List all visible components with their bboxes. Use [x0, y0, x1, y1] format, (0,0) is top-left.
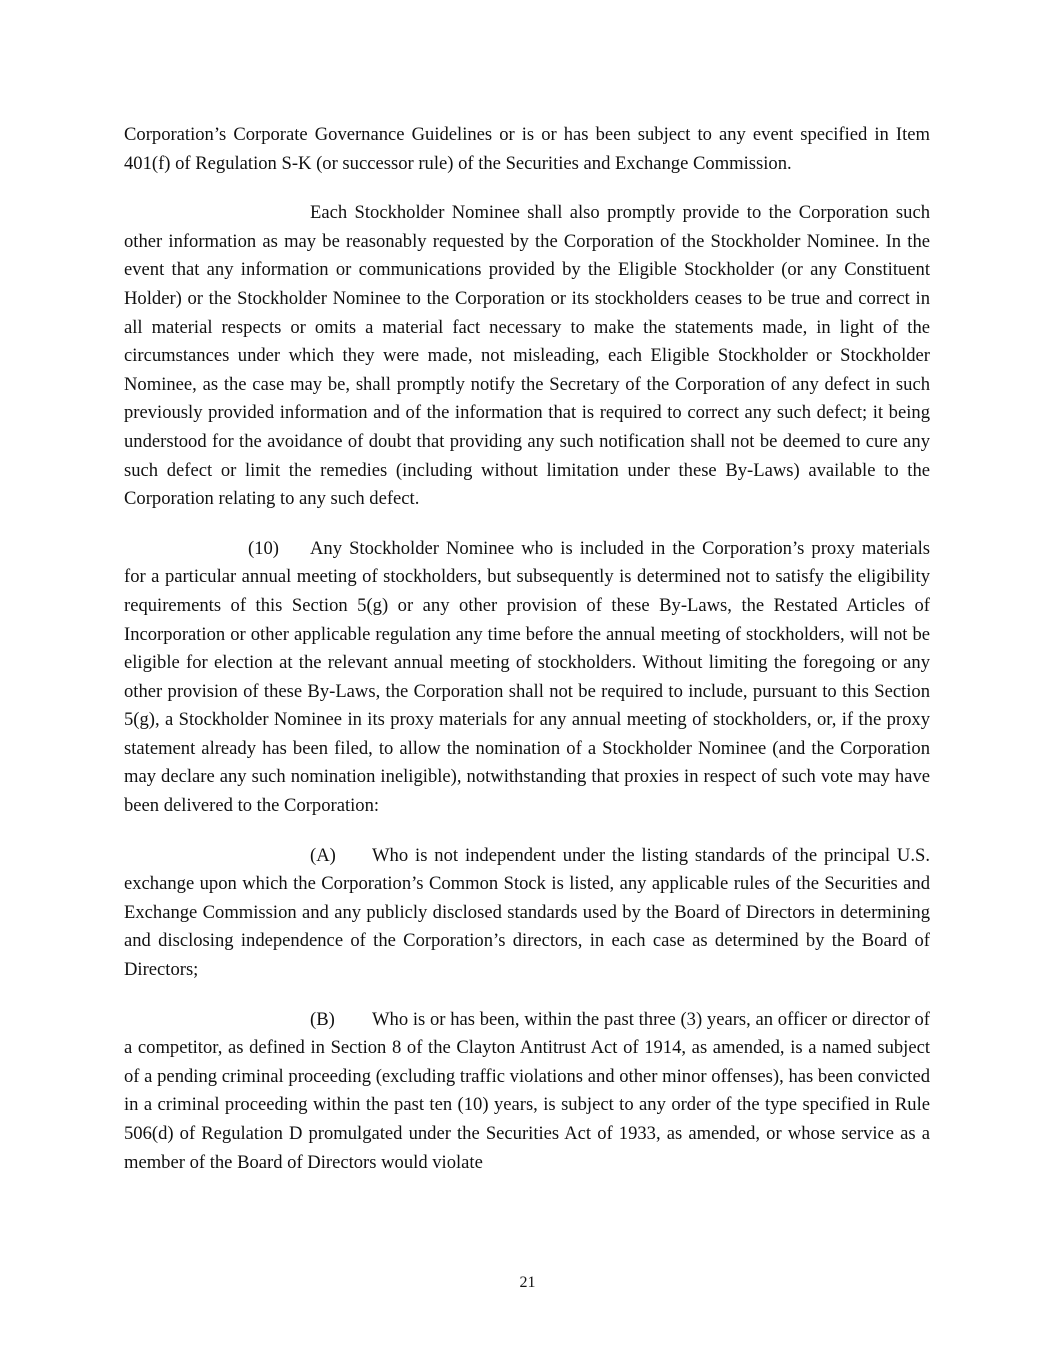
- paragraph-section-10: [124, 535, 930, 821]
- paragraph-item-a: [124, 842, 930, 985]
- page-number: 21: [519, 1274, 536, 1291]
- document-body: [124, 121, 930, 1177]
- paragraph-governance-continuation: [124, 121, 930, 178]
- paragraph-item-b: [124, 1006, 930, 1178]
- paragraph-text: Who is or has been, within the past three (3) years, an officer or director of a competitor, as defined in Section 8 of the Clayton Antitrust Act of 1914, as amended, is a named subject of a pending criminal proceeding (excluding traffic violations and other minor offenses), has been convicted in a criminal proceeding within the past ten (10) years, is subject to any order of the type specified in Rule 506(d) of Regulation D promulgated under the Securities Act of 1933, as amended, or whose service as a member of the Board of Directors would violate: [124, 1008, 930, 1173]
- item-marker-b: (B): [310, 1008, 335, 1030]
- paragraph-text: Any Stockholder Nominee who is included in the Corporation’s proxy materials for a particular annual meeting of stockholders, but subsequently is determined not to satisfy the eligibility requirements of this Section 5(g) or any other provision of these By-Laws, the Restated Articles of Incorporation or other applicable regulation any time before the annual meeting of stockholders, will not be eligible for election at the relevant annual meeting of stockholders. Without limiting the foregoing or any other provision of these By-Laws, the Corporation shall not be required to include, pursuant to this Section 5(g), a Stockholder Nominee in its proxy materials for any annual meeting of stockholders, or, if the proxy statement already has been filed, to allow the nomination of a Stockholder Nominee (and the Corporation may declare any such nomination ineligible), notwithstanding that proxies in respect of such vote may have been delivered to the Corporation:: [124, 537, 930, 817]
- paragraph-text: Corporation’s Corporate Governance Guidelines or is or has been subject to any event specified in Item 401(f) of Regulation S-K (or successor rule) of the Securities and Exchange Commission.: [124, 124, 930, 174]
- section-marker-10: (10): [248, 537, 279, 559]
- item-marker-a: (A): [310, 844, 336, 866]
- paragraph-text: Each Stockholder Nominee shall also promptly provide to the Corporation such other information as may be reasonably requested by the Corporation of the Stockholder Nominee. In the event that any information or communications provided by the Eligible Stockholder (or any Constituent Holder) or the Stockholder Nominee to the Corporation or its stockholders ceases to be true and correct in all material respects or omits a material fact necessary to make the statements made, in light of the circumstances under which they were made, not misleading, each Eligible Stockholder or Stockholder Nominee, as the case may be, shall promptly notify the Secretary of the Corporation of any defect in such previously provided information and of the information that is required to correct any such defect; it being understood for the avoidance of doubt that providing any such notification shall not be deemed to cure any such defect or limit the remedies (including without limitation under these By-Laws) available to the Corporation relating to any such defect.: [124, 202, 930, 510]
- paragraph-nominee-information: [124, 199, 930, 514]
- paragraph-text: Who is not independent under the listing standards of the principal U.S. exchange upon which the Corporation’s Common Stock is listed, any applicable rules of the Securities and Exchange Commission and any publicly disclosed standards used by the Board of Directors in determining and disclosing independence of the Corporation’s directors, in each case as determined by the Board of Directors;: [124, 844, 930, 981]
